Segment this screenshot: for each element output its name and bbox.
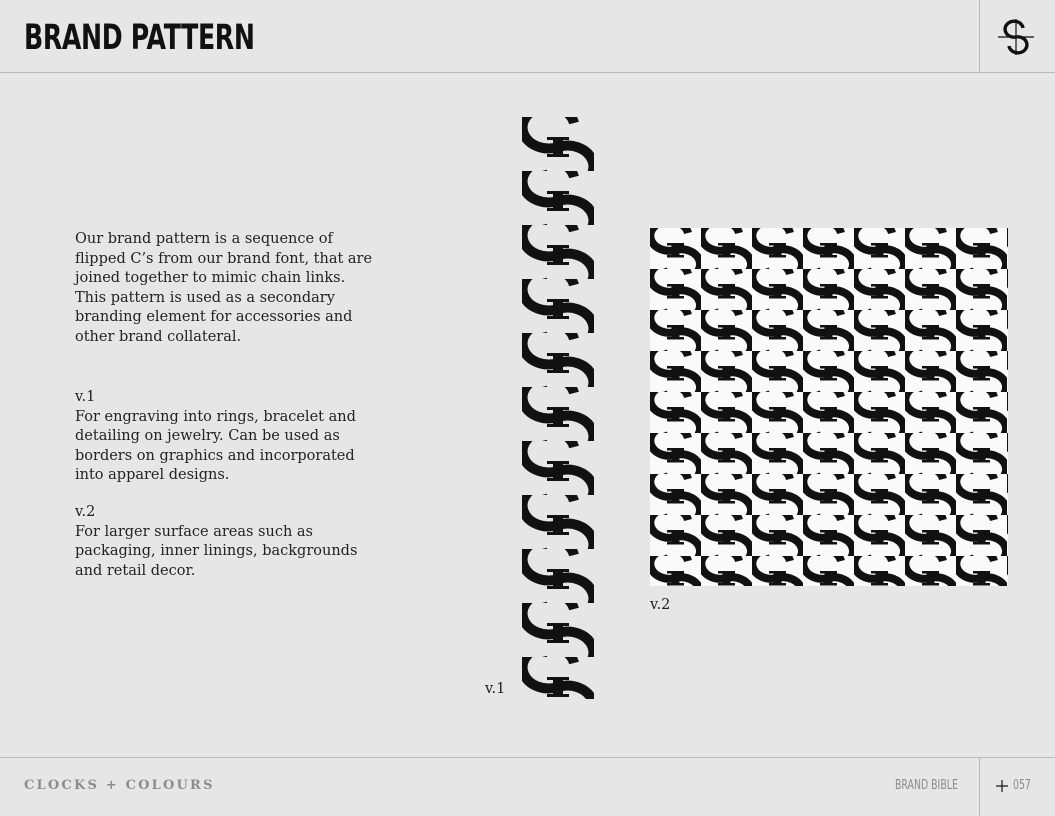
page-number: 057	[1013, 778, 1031, 793]
tile-pattern-v2	[650, 228, 1008, 586]
version-1-block	[75, 388, 375, 486]
footer-document-title: BRAND BIBLE	[895, 778, 958, 793]
footer-divider	[979, 758, 980, 816]
version-2-label: v.2	[75, 504, 96, 520]
cc-monogram-icon	[996, 17, 1036, 57]
chain-pattern-v1-graphic	[522, 117, 594, 699]
caption-v2: v.2	[650, 597, 671, 613]
caption-v1: v.1	[485, 681, 506, 697]
crosshair-icon	[996, 780, 1008, 792]
page-header	[0, 0, 1055, 73]
page-title: BRAND PATTERN	[24, 18, 255, 58]
chain-pattern-v1	[522, 117, 594, 699]
version-1-label: v.1	[75, 389, 96, 405]
page-footer	[0, 757, 1055, 816]
version-2-description: For larger surface areas such as packaging, inner linings, backgrounds and retail decor.	[75, 523, 358, 579]
intro-paragraph: Our brand pattern is a sequence of flipped C’s from our brand font, that are joined together to mimic chain links. This pattern is used as a secondary branding element for accessories and other brand collateral.	[75, 231, 373, 345]
tile-pattern-v2-graphic	[650, 228, 1008, 586]
version-2-block	[75, 503, 375, 581]
footer-brand: CLOCKS + COLOURS	[24, 778, 215, 793]
header-divider	[979, 0, 980, 72]
version-1-description: For engraving into rings, bracelet and detailing on jewelry. Can be used as borders on graphics and incorporated into apparel designs.	[75, 408, 356, 484]
